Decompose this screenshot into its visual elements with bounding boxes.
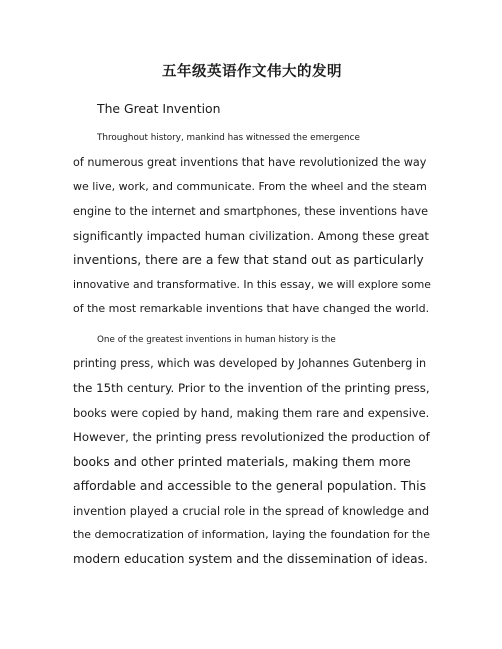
document-title: 五年级英语作文伟大的发明 (162, 64, 342, 80)
paragraph-line: One of the greatest inventions in human history is the (97, 334, 336, 345)
paragraph-line: significantly impacted human civilization. Among these great (73, 229, 429, 244)
paragraph-line: Throughout history, mankind has witnessed the emergence (97, 133, 360, 144)
essay-subtitle: The Great Invention (97, 101, 221, 116)
paragraph-line: affordable and accessible to the general population. This (73, 478, 427, 494)
paragraph-2 (73, 328, 431, 572)
paragraph-line: modern education system and the dissemination of ideas. (73, 552, 428, 567)
paragraph-line: the 15th century. Prior to the invention of the printing press, (73, 381, 430, 396)
paragraph-1 (73, 126, 431, 321)
paragraph-line: books and other printed materials, making them more (73, 453, 411, 469)
paragraph-line: we live, work, and communicate. From the wheel and the steam (73, 180, 427, 194)
paragraph-line: invention played a crucial role in the spread of knowledge and (73, 503, 430, 518)
paragraph-line: of the most remarkable inventions that have changed the world. (73, 302, 430, 316)
paragraph-line: engine to the internet and smartphones, these inventions have (73, 204, 429, 218)
paragraph-line: printing press, which was developed by Johannes Gutenberg in (73, 357, 427, 371)
paragraph-line: of numerous great inventions that have revolutionized the way (73, 155, 427, 169)
paragraph-line: inventions, there are a few that stand out as particularly (73, 252, 424, 268)
paragraph-line: the democratization of information, laying the foundation for the (73, 527, 430, 541)
paragraph-line: innovative and transformative. In this essay, we will explore some (73, 277, 431, 291)
paragraph-line: books were copied by hand, making them rare and expensive. (73, 405, 430, 420)
paragraph-line: However, the printing press revolutionized the production of (73, 430, 430, 445)
